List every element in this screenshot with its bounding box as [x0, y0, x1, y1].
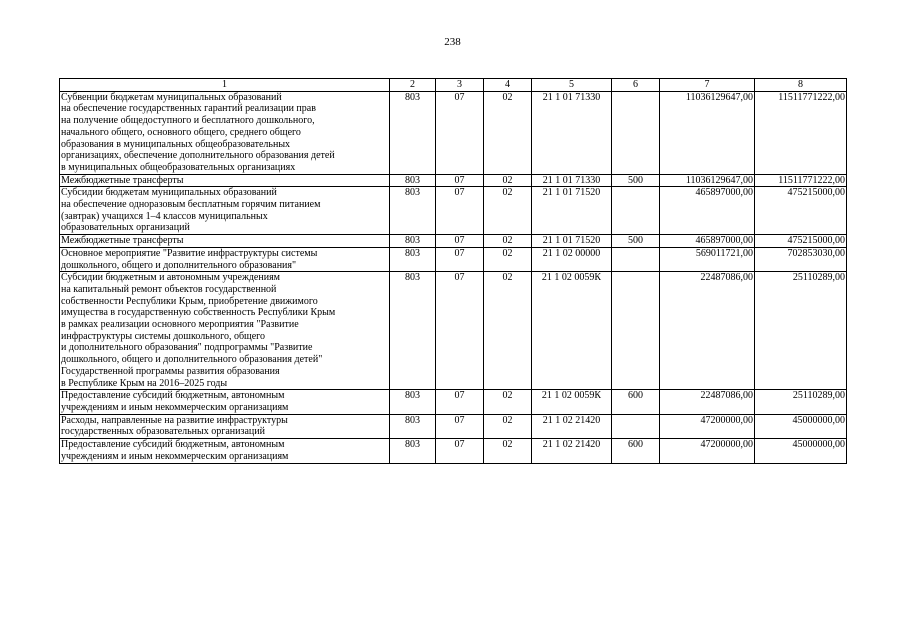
description-line: Межбюджетные трансферты — [61, 174, 184, 186]
column-header: 4 — [484, 79, 532, 92]
description-line: имущества в государственную собственность Республики Крым — [61, 307, 336, 319]
row-description — [60, 414, 390, 438]
cell-c7: 569011721,00 — [660, 247, 755, 271]
cell-c8: 11511771222,00 — [755, 174, 847, 187]
table-row — [60, 272, 847, 390]
column-header: 7 — [660, 79, 755, 92]
budget-table — [59, 78, 847, 464]
column-header: 8 — [755, 79, 847, 92]
description-line: Субсидии бюджетным и автономным учреждениям — [61, 272, 281, 284]
cell-c5: 21 1 02 0059К — [532, 272, 612, 390]
cell-c3: 07 — [436, 414, 484, 438]
cell-c5: 21 1 01 71520 — [532, 187, 612, 235]
description-line: собственности Республики Крым, приобретение движимого — [61, 295, 318, 307]
cell-c5: 21 1 01 71520 — [532, 235, 612, 248]
cell-c4: 02 — [484, 414, 532, 438]
cell-c8: 25110289,00 — [755, 390, 847, 414]
description-line: Межбюджетные трансферты — [61, 235, 184, 247]
description-line: (завтрак) учащихся 1–4 классов муниципальных — [61, 210, 268, 222]
column-header: 3 — [436, 79, 484, 92]
description-line: дошкольного, общего и дополнительного образования" — [61, 259, 297, 271]
cell-c2: 803 — [390, 247, 436, 271]
cell-c5: 21 1 01 71330 — [532, 91, 612, 174]
description-line: Предоставление субсидий бюджетным, автономным — [61, 439, 285, 451]
cell-c2: 803 — [390, 91, 436, 174]
description-line: Основное мероприятие "Развитие инфраструктуры системы — [61, 247, 318, 259]
row-description — [60, 439, 390, 463]
cell-c8: 475215000,00 — [755, 187, 847, 235]
cell-c4: 02 — [484, 91, 532, 174]
cell-c5: 21 1 02 21420 — [532, 439, 612, 463]
cell-c6: 600 — [612, 390, 660, 414]
cell-c6 — [612, 247, 660, 271]
description-line: на обеспечение одноразовым бесплатным горячим питанием — [61, 199, 321, 211]
cell-c8: 45000000,00 — [755, 439, 847, 463]
cell-c8: 475215000,00 — [755, 235, 847, 248]
row-description — [60, 174, 390, 187]
cell-c6 — [612, 187, 660, 235]
cell-c6 — [612, 91, 660, 174]
page-number: 238 — [444, 36, 461, 48]
table-row — [60, 235, 847, 248]
row-description — [60, 187, 390, 235]
cell-c6: 600 — [612, 439, 660, 463]
header-row — [60, 79, 847, 92]
cell-c6: 500 — [612, 174, 660, 187]
cell-c2: 803 — [390, 235, 436, 248]
cell-c5: 21 1 01 71330 — [532, 174, 612, 187]
cell-c7: 47200000,00 — [660, 414, 755, 438]
cell-c3: 07 — [436, 187, 484, 235]
description-line: инфраструктуры системы дошкольного, общего — [61, 330, 266, 342]
description-line: учреждениям и иным некоммерческим организациям — [61, 401, 289, 413]
cell-c4: 02 — [484, 272, 532, 390]
table-row — [60, 414, 847, 438]
description-line: Государственной программы развития образования — [61, 365, 280, 377]
cell-c5: 21 1 02 21420 — [532, 414, 612, 438]
table-row — [60, 91, 847, 174]
cell-c7: 11036129647,00 — [660, 91, 755, 174]
cell-c2: 803 — [390, 439, 436, 463]
cell-c2: 803 — [390, 187, 436, 235]
cell-c2: 803 — [390, 174, 436, 187]
cell-c8: 11511771222,00 — [755, 91, 847, 174]
cell-c7: 22487086,00 — [660, 272, 755, 390]
cell-c7: 11036129647,00 — [660, 174, 755, 187]
table-body — [60, 91, 847, 463]
row-description — [60, 247, 390, 271]
description-line: начального общего, основного общего, среднего общего — [61, 126, 301, 138]
description-line: в Республике Крым на 2016–2025 годы — [61, 377, 228, 389]
cell-c2: 803 — [390, 414, 436, 438]
row-description — [60, 390, 390, 414]
description-line: государственных образовательных организаций — [61, 426, 265, 438]
table-row — [60, 187, 847, 235]
cell-c4: 02 — [484, 390, 532, 414]
cell-c2: 803 — [390, 390, 436, 414]
cell-c6 — [612, 414, 660, 438]
description-line: дошкольного, общего и дополнительного образования детей" — [61, 354, 323, 366]
column-header: 2 — [390, 79, 436, 92]
cell-c4: 02 — [484, 439, 532, 463]
column-header: 6 — [612, 79, 660, 92]
description-line: и дополнительного образования" подпрограммы "Развитие — [61, 342, 313, 354]
cell-c3: 07 — [436, 390, 484, 414]
cell-c3: 07 — [436, 247, 484, 271]
cell-c3: 07 — [436, 235, 484, 248]
cell-c7: 465897000,00 — [660, 235, 755, 248]
table-row — [60, 247, 847, 271]
cell-c8: 25110289,00 — [755, 272, 847, 390]
cell-c3: 07 — [436, 439, 484, 463]
cell-c4: 02 — [484, 235, 532, 248]
cell-c6 — [612, 272, 660, 390]
description-line: Субсидии бюджетам муниципальных образований — [61, 187, 277, 199]
description-line: Расходы, направленные на развитие инфраструктуры — [61, 414, 288, 426]
cell-c3: 07 — [436, 91, 484, 174]
column-header: 5 — [532, 79, 612, 92]
description-line: на обеспечение государственных гарантий реализации прав — [61, 103, 316, 115]
row-description — [60, 272, 390, 390]
cell-c7: 47200000,00 — [660, 439, 755, 463]
description-line: на получение общедоступного и бесплатного дошкольного, — [61, 115, 315, 127]
cell-c3: 07 — [436, 272, 484, 390]
description-line: Предоставление субсидий бюджетным, автономным — [61, 390, 285, 402]
description-line: Субвенции бюджетам муниципальных образований — [61, 91, 282, 103]
cell-c2: 803 — [390, 272, 436, 390]
description-line: образовательных организаций — [61, 222, 190, 234]
cell-c4: 02 — [484, 247, 532, 271]
table-row — [60, 439, 847, 463]
cell-c5: 21 1 02 0059К — [532, 390, 612, 414]
row-description — [60, 235, 390, 248]
cell-c7: 465897000,00 — [660, 187, 755, 235]
description-line: учреждениям и иным некоммерческим организациям — [61, 450, 289, 462]
description-line: в муниципальных общеобразовательных организациях — [61, 161, 296, 173]
cell-c7: 22487086,00 — [660, 390, 755, 414]
cell-c8: 702853030,00 — [755, 247, 847, 271]
cell-c6: 500 — [612, 235, 660, 248]
description-line: в рамках реализации основного мероприятия "Развитие — [61, 319, 299, 331]
cell-c4: 02 — [484, 174, 532, 187]
description-line: организациях, обеспечение дополнительного образования детей — [61, 150, 335, 162]
cell-c5: 21 1 02 00000 — [532, 247, 612, 271]
description-line: на капитальный ремонт объектов государственной — [61, 283, 277, 295]
description-line: образования в муниципальных общеобразовательных — [61, 138, 291, 150]
cell-c8: 45000000,00 — [755, 414, 847, 438]
column-header: 1 — [60, 79, 390, 92]
table-row — [60, 174, 847, 187]
row-description — [60, 91, 390, 174]
cell-c4: 02 — [484, 187, 532, 235]
table-row — [60, 390, 847, 414]
cell-c3: 07 — [436, 174, 484, 187]
